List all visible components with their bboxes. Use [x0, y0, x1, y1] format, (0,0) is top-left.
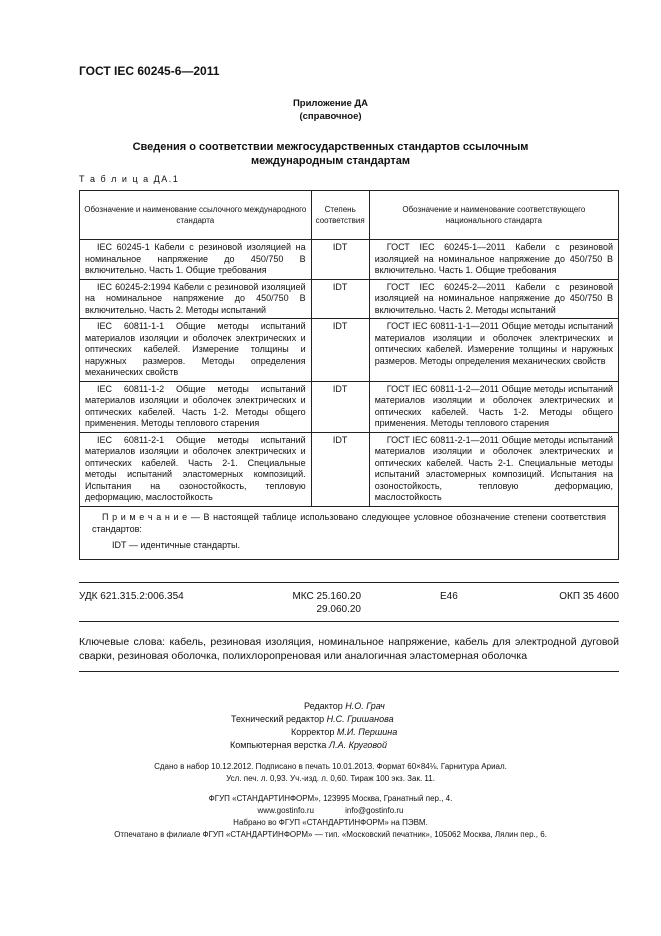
credit-line [0, 739, 661, 752]
credits-block [0, 700, 661, 752]
divider-middle [79, 621, 619, 622]
e-code: Е46 [440, 591, 458, 602]
intl-standard-cell: IEC 60245-1 Кабели с резиновой изоляцией на номинальное напряжение до 450/750 В включительно. Часть 1. Общие требования [80, 240, 312, 280]
intl-standard-cell: IEC 60245-2:1994 Кабели с резиновой изоляцией на номинальное напряжение до 450/750 В включительно. Часть 2. Методы испытаний [80, 279, 312, 319]
table-row [80, 240, 619, 280]
imprint-line-5: Набрано во ФГУП «СТАНДАРТИНФОРМ» на ПЭВМ. [233, 818, 428, 827]
imprint-line-6: Отпечатано в филиале ФГУП «СТАНДАРТИНФОРМ» — тип. «Московский печатник», 105062 Москва, Лялин пер., 6. [114, 830, 547, 839]
credit-name: М.И. Першина [336, 727, 398, 737]
imprint-line-3: ФГУП «СТАНДАРТИНФОРМ», 123995 Москва, Гранатный пер., 4. [208, 794, 453, 803]
divider-bottom [79, 671, 619, 672]
imprint-line-2: Усл. печ. л. 0,93. Уч.-изд. л. 0,60. Тираж 100 экз. Зак. 11. [226, 774, 435, 783]
correspondence-table [79, 190, 619, 560]
national-standard-cell: ГОСТ IEC 60811-1-1—2011 Общие методы испытаний материалов изоляции и оболочек электрических и оптических кабелей. Измерение толщины и наружных размеров. Методы определения механических свойств [369, 319, 618, 382]
national-standard-cell: ГОСТ IEC 60245-1—2011 Кабели с резиновой изоляцией на номинальное напряжение до 450/750 В включительно. Часть 1. Общие требования [369, 240, 618, 280]
degree-cell: IDT [311, 279, 369, 319]
appendix-title: Приложение ДА [292, 98, 369, 109]
header-international-standard: Обозначение и наименование ссылочного международного стандарта [80, 191, 312, 240]
table-note-row [80, 506, 619, 559]
imprint-line-1: Сдано в набор 10.12.2012. Подписано в печать 10.01.2013. Формат 60×84⅛. Гарнитура Ариал. [154, 762, 507, 771]
credit-role: Компьютерная верстка [230, 740, 327, 750]
credit-role: Редактор [304, 701, 343, 711]
table-row [80, 279, 619, 319]
table-header-row [80, 191, 619, 240]
degree-cell: IDT [311, 319, 369, 382]
degree-cell: IDT [311, 432, 369, 506]
header-degree: Степень соответствия [311, 191, 369, 240]
credit-role: Технический редактор [231, 714, 325, 724]
keywords: Ключевые слова: кабель, резиновая изоляция, номинальное напряжение, кабель для электродной дуговой сварки, резиновая оболочка, полихлоропреновая или аналогичная эластомерная оболочка [79, 636, 619, 662]
okp-code: ОКП 35 4600 [559, 591, 619, 602]
intl-standard-cell: IEC 60811-2-1 Общие методы испытаний материалов изоляции и оболочек электрических и оптических кабелей. Часть 2-1. Специальные методы испытаний эластомерных композиций. Испытания на озоностойкость, тепловую деформацию, маслостойкость [80, 432, 312, 506]
table-caption: Т а б л и ц а ДА.1 [79, 174, 180, 184]
divider-top [79, 582, 619, 583]
table-row [80, 432, 619, 506]
mks-code-1: МКС 25.160.20 [292, 591, 361, 602]
header-national-standard: Обозначение и наименование соответствующего национального стандарта [369, 191, 618, 240]
appendix-subtitle: (справочное) [299, 111, 362, 122]
national-standard-cell: ГОСТ IEC 60811-1-2—2011 Общие методы испытаний материалов изоляции и оболочек электрических и оптических кабелей. Часть 1-2. Методы общего применения. Методы теплового старения [369, 381, 618, 432]
udk-code: УДК 621.315.2:006.354 [79, 591, 184, 602]
note-label: П р и м е ч а н и е [102, 511, 188, 522]
credit-line [0, 726, 661, 739]
national-standard-cell: ГОСТ IEC 60245-2—2011 Кабели с резиновой изоляцией на номинальное напряжение до 450/750 В включительно. Часть 2. Методы испытаний [369, 279, 618, 319]
note-item: IDT — идентичные стандарты. [112, 539, 241, 550]
degree-cell: IDT [311, 381, 369, 432]
document-title: Сведения о соответствии межгосударственных стандартов ссылочным международным стандартам [132, 141, 529, 167]
table-row [80, 381, 619, 432]
document-standard-header: ГОСТ IEC 60245-6—2011 [79, 64, 220, 78]
credit-role: Корректор [291, 727, 335, 737]
note-text: — В настоящей таблице использовано следующее условное обозначение степени соответствия стандартов: [92, 511, 606, 534]
credit-line [0, 700, 661, 713]
credit-name: Н.О. Грач [345, 701, 385, 711]
appendix-heading [0, 97, 661, 123]
intl-standard-cell: IEC 60811-1-2 Общие методы испытаний материалов изоляции и оболочек электрических и оптических кабелей. Часть 1-2. Методы общего применения. Методы теплового старения [80, 381, 312, 432]
credit-line [0, 713, 661, 726]
intl-standard-cell: IEC 60811-1-1 Общие методы испытаний материалов изоляции и оболочек электрических и оптических кабелей. Измерение толщины и наружных размеров. Методы определения механических свойств [80, 319, 312, 382]
credit-name: Н.С. Гришанова [326, 714, 394, 724]
national-standard-cell: ГОСТ IEC 60811-2-1—2011 Общие методы испытаний материалов изоляции и оболочек электрических и оптических кабелей. Часть 2-1. Специальные методы испытаний эластомерных композиций. Испытания на озоностойкость, тепловую деформацию, маслостойкость [369, 432, 618, 506]
table-note [80, 506, 619, 559]
imprint-line-4: www.gostinfo.ru info@gostinfo.ru [257, 806, 404, 815]
note-paragraph [92, 511, 606, 535]
table-row [80, 319, 619, 382]
credit-name: Л.А. Круговой [328, 740, 387, 750]
degree-cell: IDT [311, 240, 369, 280]
mks-code-2: 29.060.20 [316, 604, 361, 615]
